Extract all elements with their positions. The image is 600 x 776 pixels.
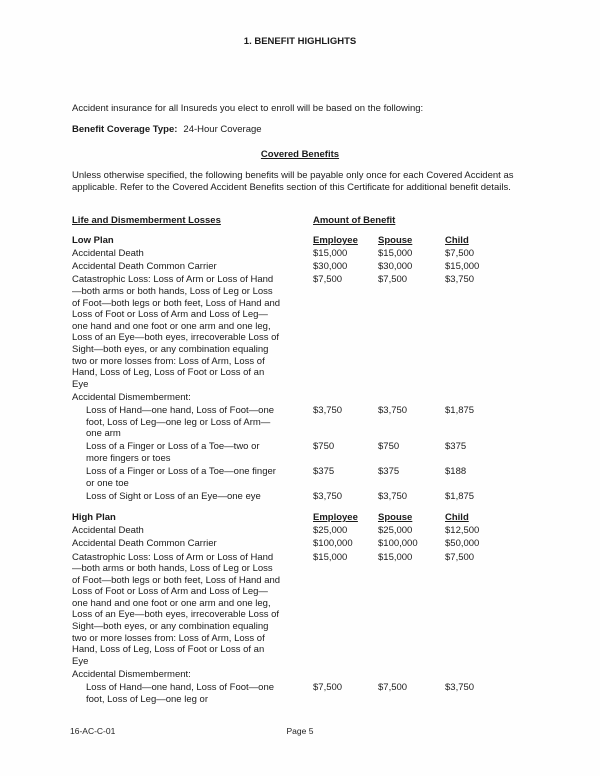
amount-spouse: $375 (378, 465, 400, 477)
amount-spouse: $3,750 (378, 490, 408, 502)
amount-child: $15,000 (445, 261, 480, 273)
column-header-spouse: Spouse (378, 235, 413, 247)
benefit-label: Accidental Death Common Carrier (72, 538, 217, 550)
benefit-label: Loss of Hand—one hand, Loss of Foot—one foot, Loss of Leg—one leg or Loss of Arm—one arm (86, 404, 275, 440)
table-row (72, 466, 528, 489)
column-header-employee: Employee (313, 512, 358, 524)
plan-header-row (72, 235, 528, 247)
amount-spouse: $7,500 (378, 682, 408, 694)
amount-child: $375 (445, 441, 467, 453)
benefit-label: Accidental Dismemberment: (72, 668, 191, 680)
amount-spouse: $25,000 (378, 525, 413, 537)
form-number: 16-AC-C-01 (70, 726, 116, 736)
table-row (72, 669, 528, 681)
amount-employee: $30,000 (313, 261, 348, 273)
table-row (72, 405, 528, 440)
coverage-type-value: 24-Hour Coverage (183, 124, 262, 136)
amount-child: $7,500 (445, 248, 475, 260)
amount-employee: $3,750 (313, 490, 343, 502)
column-header-losses: Life and Dismemberment Losses (72, 214, 221, 226)
benefit-label: Catastrophic Loss: Loss of Arm or Loss of Hand—both arms or both hands, Loss of Leg or Loss of Foot—both legs or both feet, Loss of Hand and Loss of Foot or Loss of Arm and Loss of Leg—one hand and one foot or one arm and one leg, Loss of an Eye—both eyes, irrecoverable Loss of Sight—both eyes, or any combination equaling two or more losses from: Loss of Arm, Loss of Hand, Loss of Leg, Loss of Foot or Loss of an Eye (72, 274, 281, 390)
table-row (72, 538, 528, 550)
amount-employee: $15,000 (313, 248, 348, 260)
benefit-label: Loss of Hand—one hand, Loss of Foot—one foot, Loss of Leg—one leg or (86, 682, 275, 705)
amount-employee: $100,000 (313, 538, 353, 550)
amount-spouse: $100,000 (378, 538, 418, 550)
amount-spouse: $15,000 (378, 248, 413, 260)
table-row (72, 525, 528, 537)
amount-child: $50,000 (445, 538, 480, 550)
column-header-employee: Employee (313, 235, 358, 247)
amount-employee: $7,500 (313, 682, 343, 694)
plan-header-row (72, 512, 528, 524)
amount-spouse: $3,750 (378, 404, 408, 416)
benefit-label: Accidental Death (72, 248, 144, 260)
document-content (72, 103, 528, 706)
table-row (72, 682, 528, 705)
amount-child: $188 (445, 465, 467, 477)
column-header-child: Child (445, 512, 469, 524)
amount-child: $3,750 (445, 682, 475, 694)
amount-employee: $3,750 (313, 404, 343, 416)
amount-child: $3,750 (445, 274, 475, 286)
page-title: 1. BENEFIT HIGHLIGHTS (243, 36, 357, 47)
coverage-type-line (72, 124, 528, 136)
table-header-row (72, 215, 528, 227)
amount-child: $12,500 (445, 525, 480, 537)
column-header-child: Child (445, 235, 469, 247)
table-row (72, 491, 528, 503)
benefit-label: Accidental Death (72, 525, 144, 537)
high-plan-section (72, 512, 528, 705)
amount-spouse: $30,000 (378, 261, 413, 273)
table-row (72, 552, 528, 668)
amount-child: $1,875 (445, 490, 475, 502)
benefit-label: Loss of Sight or Loss of an Eye—one eye (86, 490, 261, 502)
amount-employee: $7,500 (313, 274, 343, 286)
amount-employee: $375 (313, 465, 335, 477)
amount-employee: $25,000 (313, 525, 348, 537)
table-row (72, 248, 528, 260)
page-footer (0, 726, 600, 736)
amount-child: $1,875 (445, 404, 475, 416)
amount-child: $7,500 (445, 551, 475, 563)
amount-spouse: $15,000 (378, 551, 413, 563)
amount-employee: $750 (313, 441, 335, 453)
table-row (72, 261, 528, 273)
covered-benefits-note: Unless otherwise specified, the following benefits will be payable only once for each Covered Accident as applicable. Refer to the Covered Accident Benefits section of this Certificate for additional benefit details. (72, 170, 514, 193)
amount-spouse: $750 (378, 441, 400, 453)
amount-employee: $15,000 (313, 551, 348, 563)
column-header-amount: Amount of Benefit (313, 214, 396, 226)
benefit-label: Accidental Death Common Carrier (72, 261, 217, 273)
plan-name: High Plan (72, 512, 116, 524)
benefit-label: Loss of a Finger or Loss of a Toe—two or more fingers or toes (86, 441, 260, 464)
low-plan-section (72, 235, 528, 502)
benefit-label: Loss of a Finger or Loss of a Toe—one finger or one toe (86, 465, 276, 489)
coverage-type-label: Benefit Coverage Type: (72, 124, 178, 136)
table-row (72, 274, 528, 390)
plan-name: Low Plan (72, 235, 114, 247)
covered-benefits-heading: Covered Benefits (260, 148, 340, 160)
table-row (72, 441, 528, 464)
page-number: Page 5 (286, 726, 314, 736)
benefit-label: Accidental Dismemberment: (72, 391, 191, 403)
intro-text: Accident insurance for all Insureds you elect to enroll will be based on the following: (72, 102, 424, 114)
benefit-label: Catastrophic Loss: Loss of Arm or Loss of Hand—both arms or both hands, Loss of Leg or Loss of Foot—both legs or both feet, Loss of Hand and Loss of Foot or Loss of Arm and Loss of Leg—one hand and one foot or one arm and one leg, Loss of an Eye—both eyes, irrecoverable Loss of Sight—both eyes, or any combination equaling two or more losses from: Loss of Arm, Loss of Hand, Loss of Leg, Loss of Foot or Loss of an Eye (72, 551, 281, 667)
amount-spouse: $7,500 (378, 274, 408, 286)
column-header-spouse: Spouse (378, 512, 413, 524)
table-row (72, 392, 528, 404)
